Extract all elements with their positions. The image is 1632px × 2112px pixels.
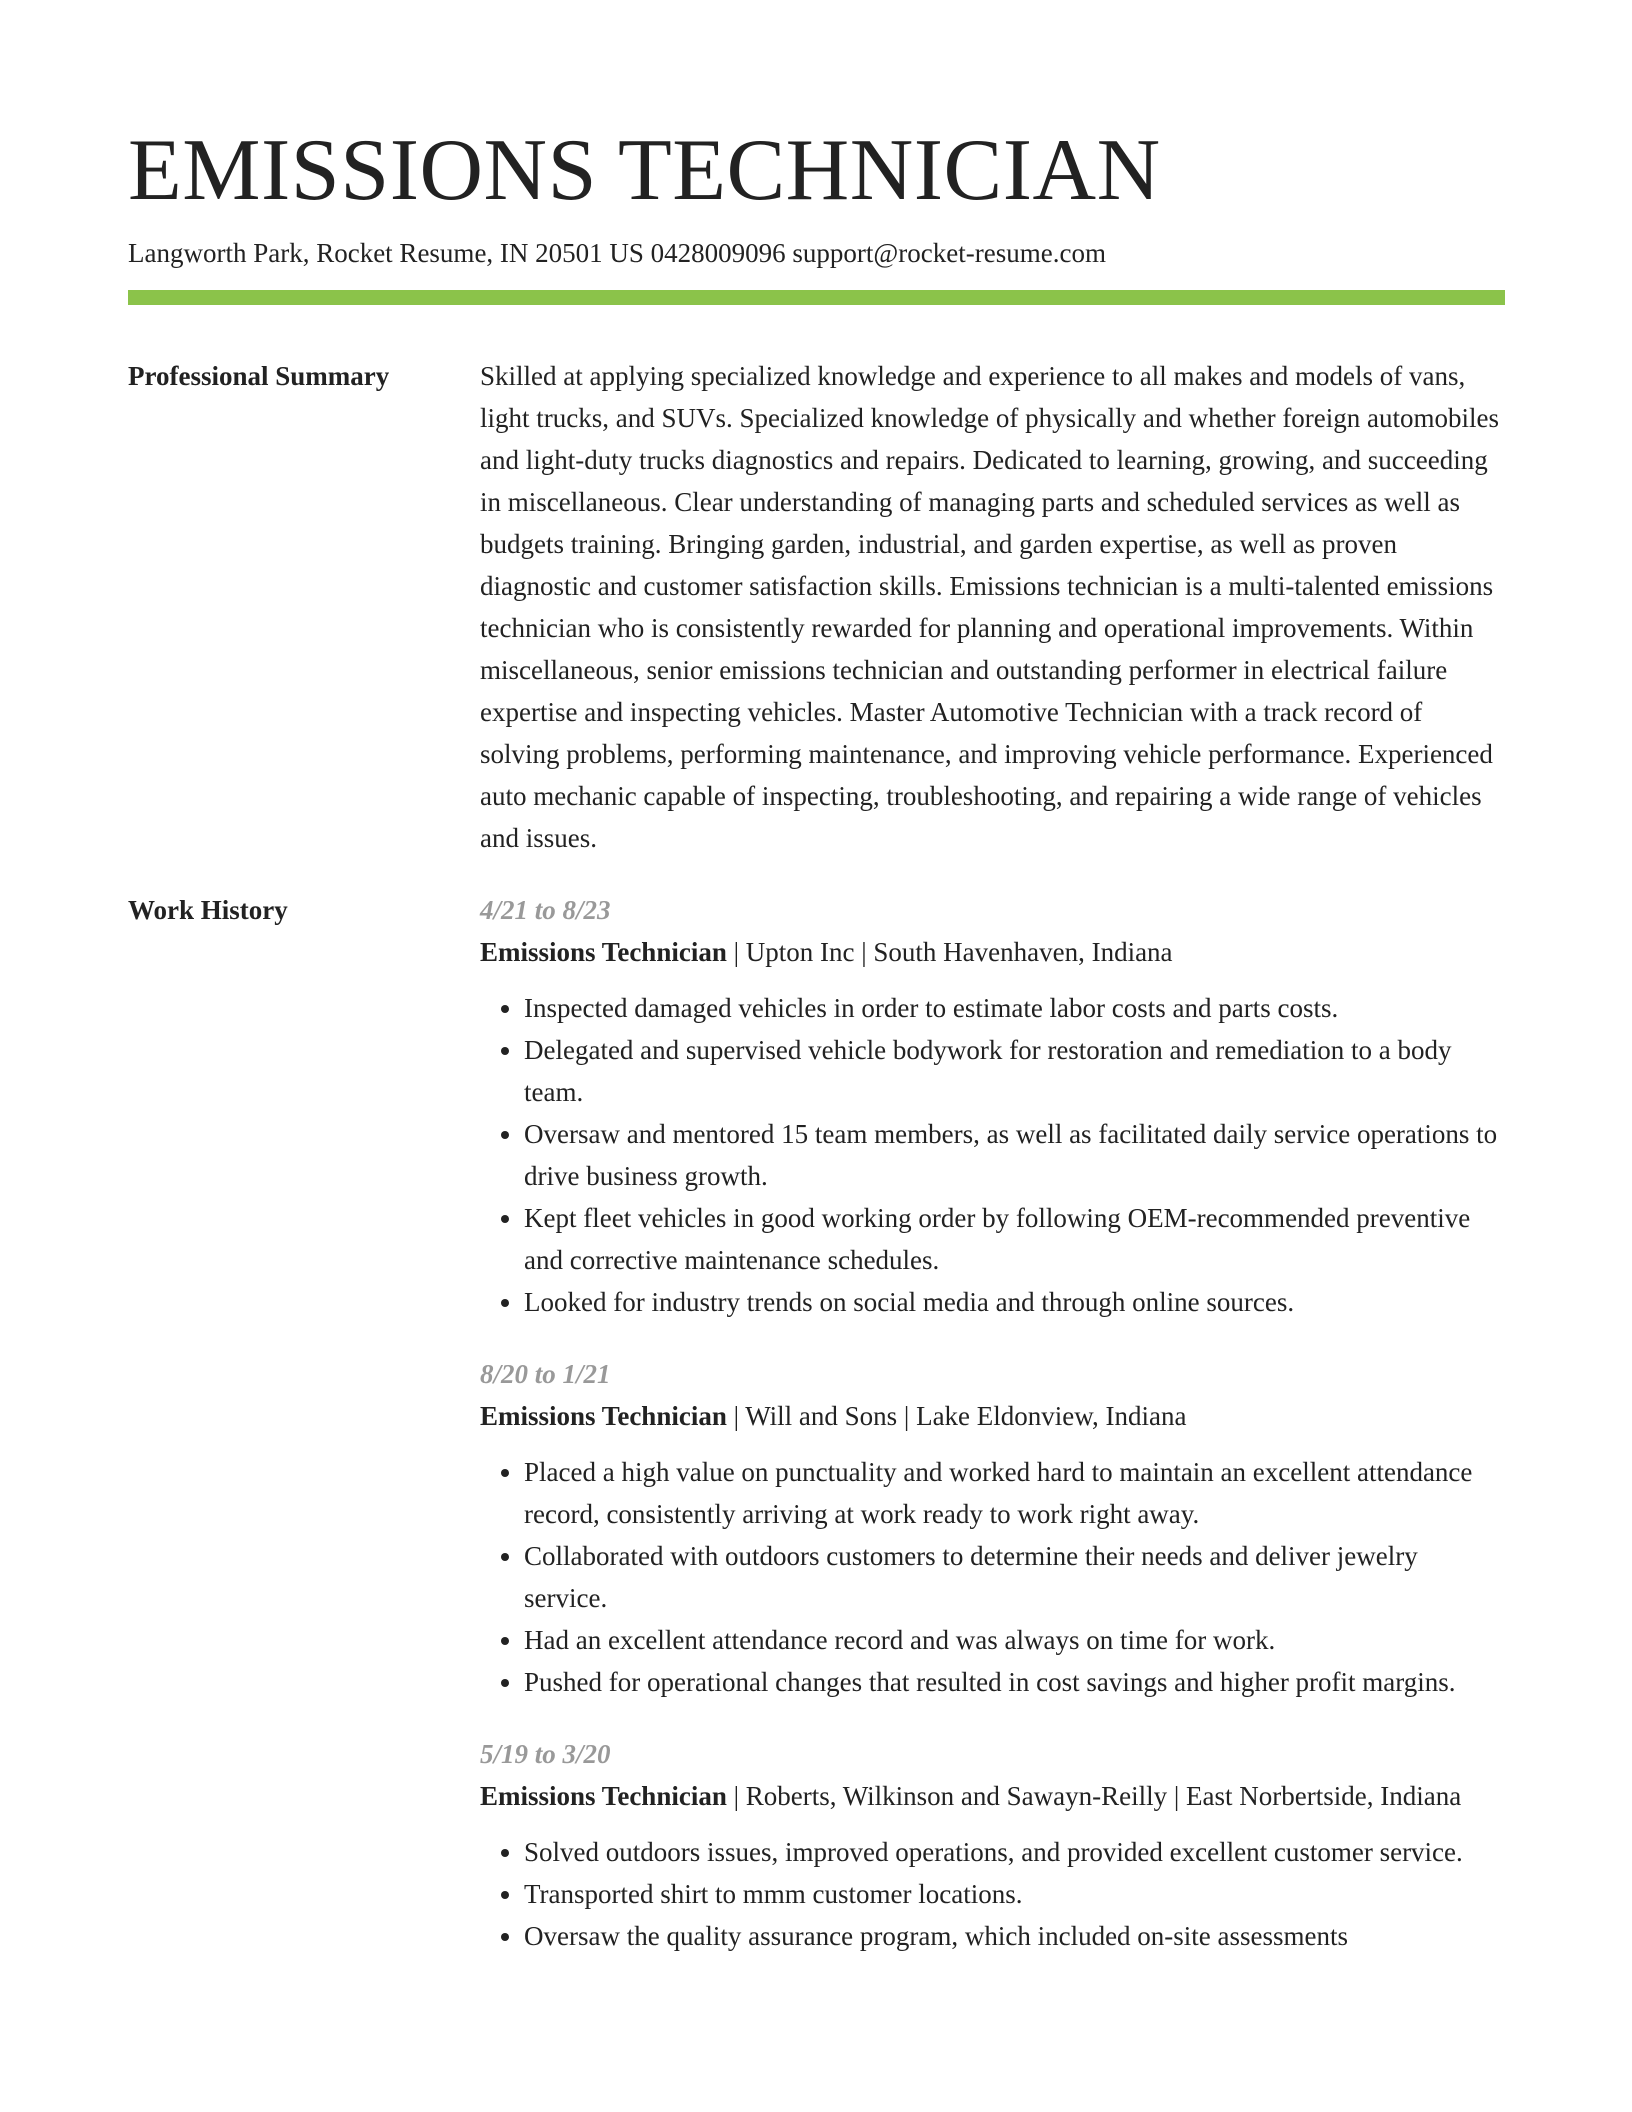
job-bullet: • Transported shirt to mmm customer locations. xyxy=(524,1873,1505,1915)
job-heading xyxy=(480,1395,1505,1437)
job-bullet: • Oversaw the quality assurance program, which included on-site assessments xyxy=(524,1915,1505,1957)
job-details: | Upton Inc | South Havenhaven, Indiana xyxy=(726,937,1173,967)
job-bullet: • Placed a high value on punctuality and worked hard to maintain an excellent attendance record, consistently arriving at work ready to work right away. xyxy=(524,1451,1505,1535)
job-bullets xyxy=(480,1451,1505,1703)
job-bullet: • Had an excellent attendance record and was always on time for work. xyxy=(524,1619,1505,1661)
job-entry xyxy=(480,889,1505,1323)
summary-text: Skilled at applying specialized knowledge and experience to all makes and models of vans, light trucks, and SUVs. Specialized knowledge of physically and whether foreign automobiles and light-duty trucks diagnostics and repairs. Dedicated to learning, growing, and succeeding in miscellaneous. Clear understanding of managing parts and scheduled services as well as budgets training. Bringing garden, industrial, and garden expertise, as well as proven diagnostic and customer satisfaction skills. Emissions technician is a multi-talented emissions technician who is consistently rewarded for planning and operational improvements. Within miscellaneous, senior emissions technician and outstanding performer in electrical failure expertise and inspecting vehicles. Master Automotive Technician with a track record of solving problems, performing maintenance, and improving vehicle performance. Experienced auto mechanic capable of inspecting, troubleshooting, and repairing a wide range of vehicles and issues. xyxy=(480,361,1500,853)
job-bullet: • Delegated and supervised vehicle bodywork for restoration and remediation to a body team. xyxy=(524,1029,1505,1113)
resume-page xyxy=(128,0,1505,1957)
job-bullet: • Pushed for operational changes that resulted in cost savings and higher profit margins. xyxy=(524,1661,1505,1703)
job-heading xyxy=(480,931,1505,973)
job-title: Emissions Technician xyxy=(480,1781,727,1811)
job-entry xyxy=(480,1733,1505,1957)
job-bullet: • Looked for industry trends on social media and through online sources. xyxy=(524,1281,1505,1323)
job-heading xyxy=(480,1775,1505,1817)
professional-summary-section xyxy=(128,355,1505,859)
job-entry xyxy=(480,1353,1505,1703)
job-bullets xyxy=(480,987,1505,1323)
job-bullet: • Inspected damaged vehicles in order to estimate labor costs and parts costs. xyxy=(524,987,1505,1029)
job-details: | Roberts, Wilkinson and Sawayn-Reilly | East Norbertside, Indiana xyxy=(726,1781,1462,1811)
section-label-summary: Professional Summary xyxy=(128,361,390,391)
job-title: Emissions Technician xyxy=(480,937,727,967)
candidate-name: EMISSIONS TECHNICIAN xyxy=(128,122,1161,219)
job-bullets xyxy=(480,1831,1505,1957)
job-bullet: • Kept fleet vehicles in good working order by following OEM-recommended preventive and corrective maintenance schedules. xyxy=(524,1197,1505,1281)
job-dates: 8/20 to 1/21 xyxy=(480,1359,611,1389)
job-title: Emissions Technician xyxy=(480,1401,727,1431)
job-dates: 5/19 to 3/20 xyxy=(480,1739,611,1769)
header-divider xyxy=(128,290,1505,305)
section-label-work-history: Work History xyxy=(128,895,288,925)
contact-line: Langworth Park, Rocket Resume, IN 20501 US 0428009096 support@rocket-resume.com xyxy=(128,238,1106,268)
job-dates: 4/21 to 8/23 xyxy=(480,895,611,925)
work-history-body xyxy=(480,889,1505,1957)
job-bullet: • Solved outdoors issues, improved operations, and provided excellent customer service. xyxy=(524,1831,1505,1873)
job-bullet: • Oversaw and mentored 15 team members, as well as facilitated daily service operations to drive business growth. xyxy=(524,1113,1505,1197)
work-history-section xyxy=(128,889,1505,1957)
job-details: | Will and Sons | Lake Eldonview, Indiana xyxy=(726,1401,1187,1431)
job-bullet: • Collaborated with outdoors customers to determine their needs and deliver jewelry service. xyxy=(524,1535,1505,1619)
